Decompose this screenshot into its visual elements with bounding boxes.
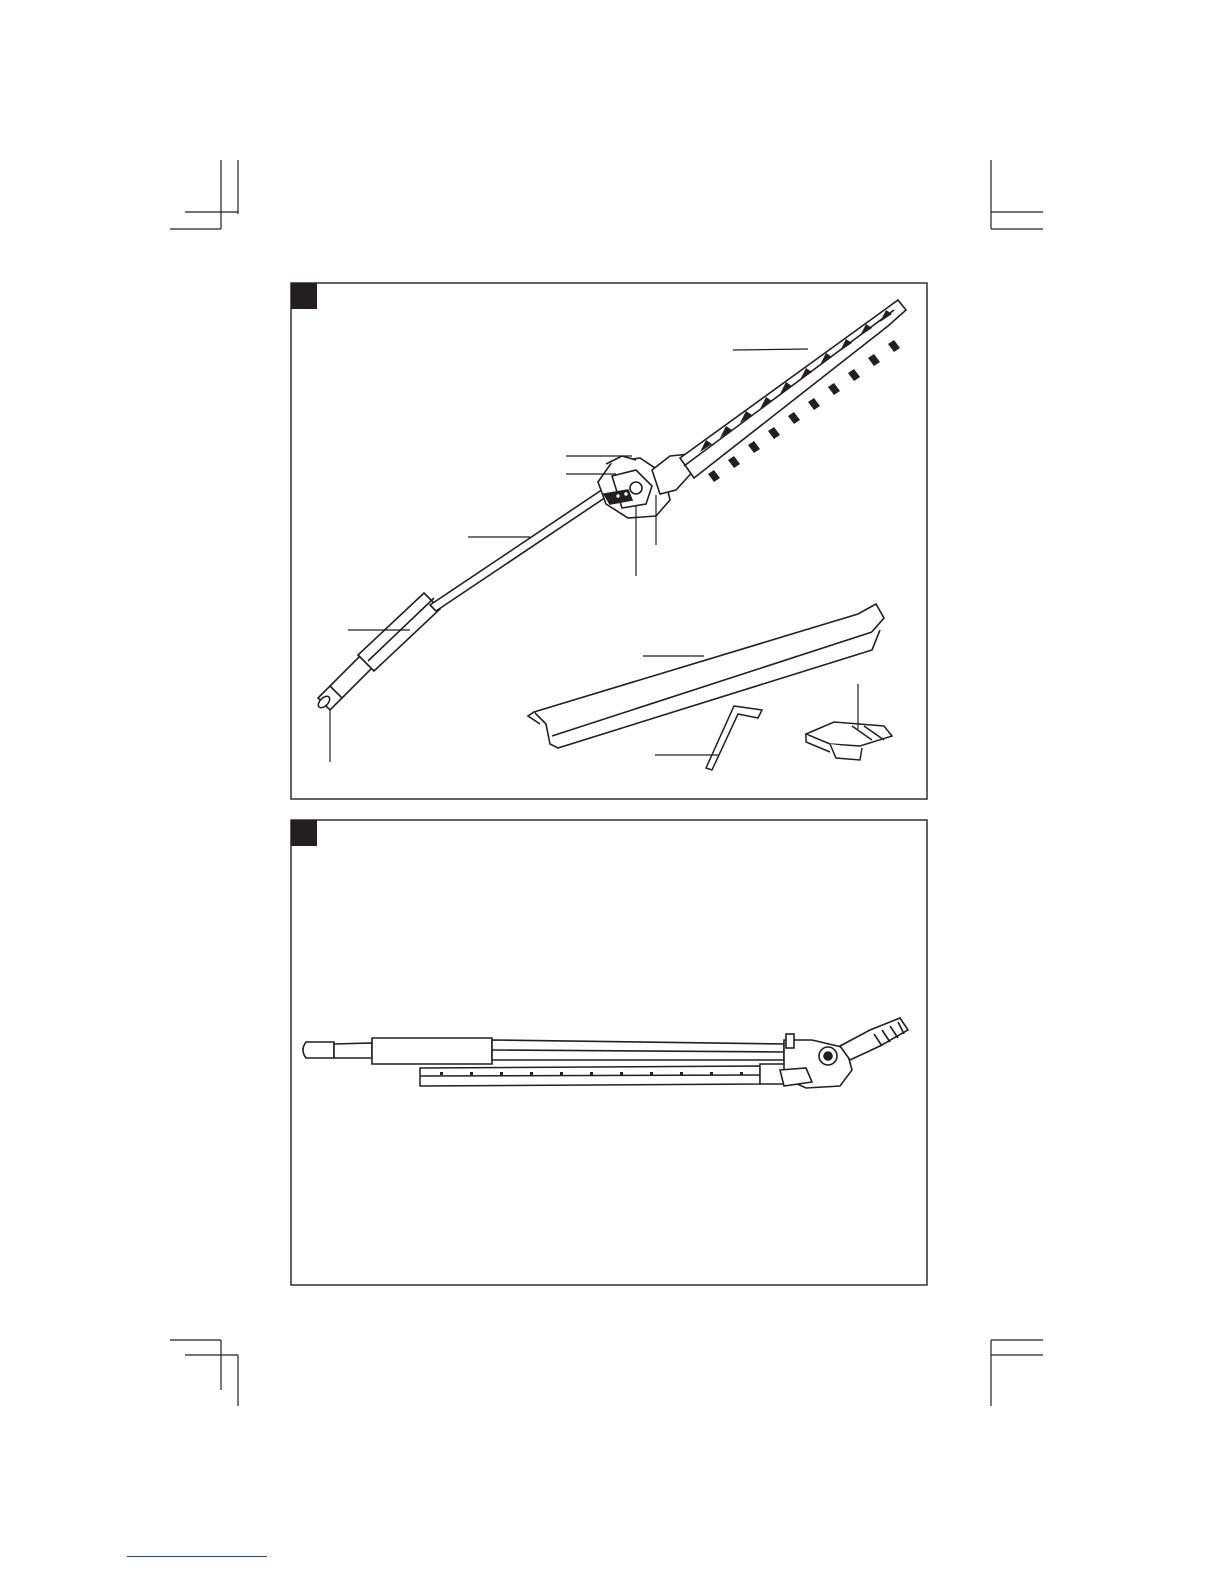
figure-2 bbox=[291, 820, 927, 1285]
figure-2-label-box bbox=[291, 820, 317, 846]
folded-head bbox=[780, 1034, 852, 1088]
link-underline bbox=[127, 1556, 267, 1557]
folded-pole bbox=[303, 1038, 784, 1064]
blade-teeth-lower bbox=[708, 340, 900, 482]
hex-key-icon bbox=[706, 706, 762, 770]
crop-mark-icon bbox=[170, 160, 1043, 1406]
figure-1-label-box bbox=[291, 283, 317, 309]
folded-handle bbox=[840, 1018, 908, 1060]
tool-clip-icon bbox=[806, 722, 892, 760]
pole-shaft bbox=[318, 487, 612, 710]
figure-1 bbox=[291, 283, 927, 799]
